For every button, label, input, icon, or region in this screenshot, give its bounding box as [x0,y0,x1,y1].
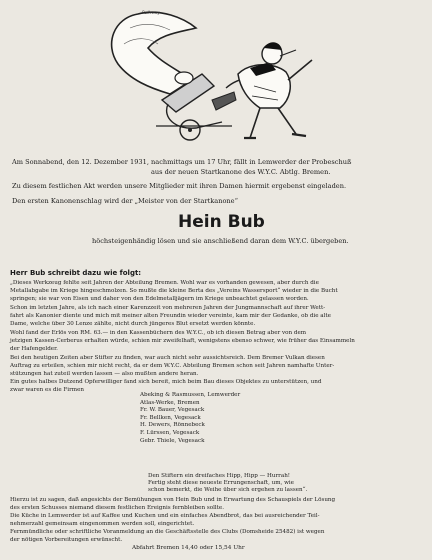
firm-list [140,392,240,445]
letter-line: Auftrag zu erteilen, schien mir nicht recht, da er dem W.Y.C. Abteilung Bremen schon seit Jahren namhafte Unter- [10,363,335,369]
cartoon-illustration [100,4,330,152]
closing-line: des ersten Schusses niemand diesem festlichen Ereignis fernbleiben sollte. [10,505,224,511]
letter-line: fahrt als Kanonier diente und mich mit meiner alten Freundin wieder vereinte, kam mir der Gedanke, ob die alte [10,313,331,319]
firm-item: Fr. Bellken, Vegesack [140,414,201,421]
cartoon-signature: Rolleway [142,10,160,15]
closing-line: der nötigen Vorbereitungen erwünscht. [10,537,123,543]
closing-line: Hierzu ist zu sagen, daß angesichts der Bemühungen von Hein Bub und in Erwartung des Schauspiels der Lösung [10,497,336,503]
intro-line-1: Am Sonnabend, den 12. Dezember 1931, nachmittags um 17 Uhr, fällt in Lemwerder der Probeschuß [12,158,352,166]
letter-line: springen; sie war von Eisen und daher von den Edelmetalljägern im Kriege unbeachtet gelassen worden. [10,296,309,302]
toast-line: Fertig steht diese neueste Errungenschaft, um, wie [148,480,294,487]
letter-line: stützungen hat zuteil werden lassen — also mußten andere heran. [10,371,199,377]
letter-line: Metallabgabe im Kriege hingeschmolzen. So mußte die kleine Berta des „Vereins Wassersport“ wieder in die Bucht [10,288,338,294]
section-heading: Herr Bub schreibt dazu wie folgt: [10,269,142,277]
firm-item: F. Lürssen, Vegesack [140,429,200,436]
closing-line: Fernmündliche oder schriftliche Voranmeldung an die Geschäftsstelle des Clubs (Domsheide 25482) ist wegen [10,529,325,535]
intro-line-2: aus der neuen Startkanone des W.Y.C. Abtlg. Bremen. [151,168,331,176]
firm-item: Abeking & Rasmussen, Lemwerder [140,392,241,398]
firm-item: Atlas-Werke, Bremen [140,399,200,406]
name-heading: Hein Bub [178,212,265,232]
letter-line: Ein gutes halbes Dutzend Opferwilliger fand sich bereit, mich beim Bau dieses Objektes zu unterstützen, und [10,379,322,385]
toast-line: Den Stiftern ein dreifaches Hipp, Hipp — Hurrah! [148,473,291,479]
firm-item: H. Dewers, Rönnebeck [140,422,205,429]
letter-line: zwar waren es die Firmen [10,387,84,393]
letter-line: Bei den heutigen Zeiten aber Stifter zu finden, war auch nicht sehr aussichtsreich. Dem Bremer Vulkan diesen [10,355,325,361]
letter-line: jetzigen Kassen-Cerberus erhalten würde, schien mir zweifelhaft, wenigstens ebenso schwer, wie früher das Einsammeln [10,338,355,344]
toast-lines [148,473,307,495]
toast-line: schon bemerkt, die Weihe über sich ergehen zu lassen“. [148,487,308,494]
intro-line-4: Den ersten Kanonenschlag wird der „Meister von der Startkanone“ [12,197,238,205]
letter-line: Schon im letzten Jahre, als ich nach einer Karenzzeit von mehreren Jahren der Jungmannschaft auf ihrer Wett- [10,305,326,311]
letter-line: Dame, welche über 30 Lenze zählte, nicht durch jüngeres Blut ersetzt werden könnte. [10,321,256,327]
letter-line: der Hafengelder. [10,346,58,352]
departure-times: Abfahrt Bremen 14,40 oder 15,54 Uhr [132,545,245,551]
letter-line: „Dieses Werkzeug fehlte seit Jahren der Abteilung Bremen. Wohl war es vorhanden gewesen, aber durch die [10,280,319,286]
closing-line: Die Küche in Lemwerder ist auf Kaffee und Kuchen und ein einfaches Abendbrot, das bei ausreichender Teil- [10,513,320,519]
intro-line-3: Zu diesem festlichen Akt werden unsere Mitglieder mit ihren Damen hiermit ergebenst eingeladen. [12,182,347,190]
firm-item: Fr. W. Bauer, Vegesack [140,407,205,414]
firm-item: Gebr. Thiele, Vegesack [140,437,205,444]
closing-line: nehmerzahl gemeinsam eingenommen werden soll, eingerichtet. [10,521,195,527]
intro-line-5: höchsteigenhändig lösen und sie anschließend daran dem W.Y.C. übergeben. [92,237,349,245]
letter-line: Wohl fand der Erlös von RM. 63.— in den Kassenbüchern des W.Y.C., ob ich diesen Betrag aber von dem [10,330,307,336]
